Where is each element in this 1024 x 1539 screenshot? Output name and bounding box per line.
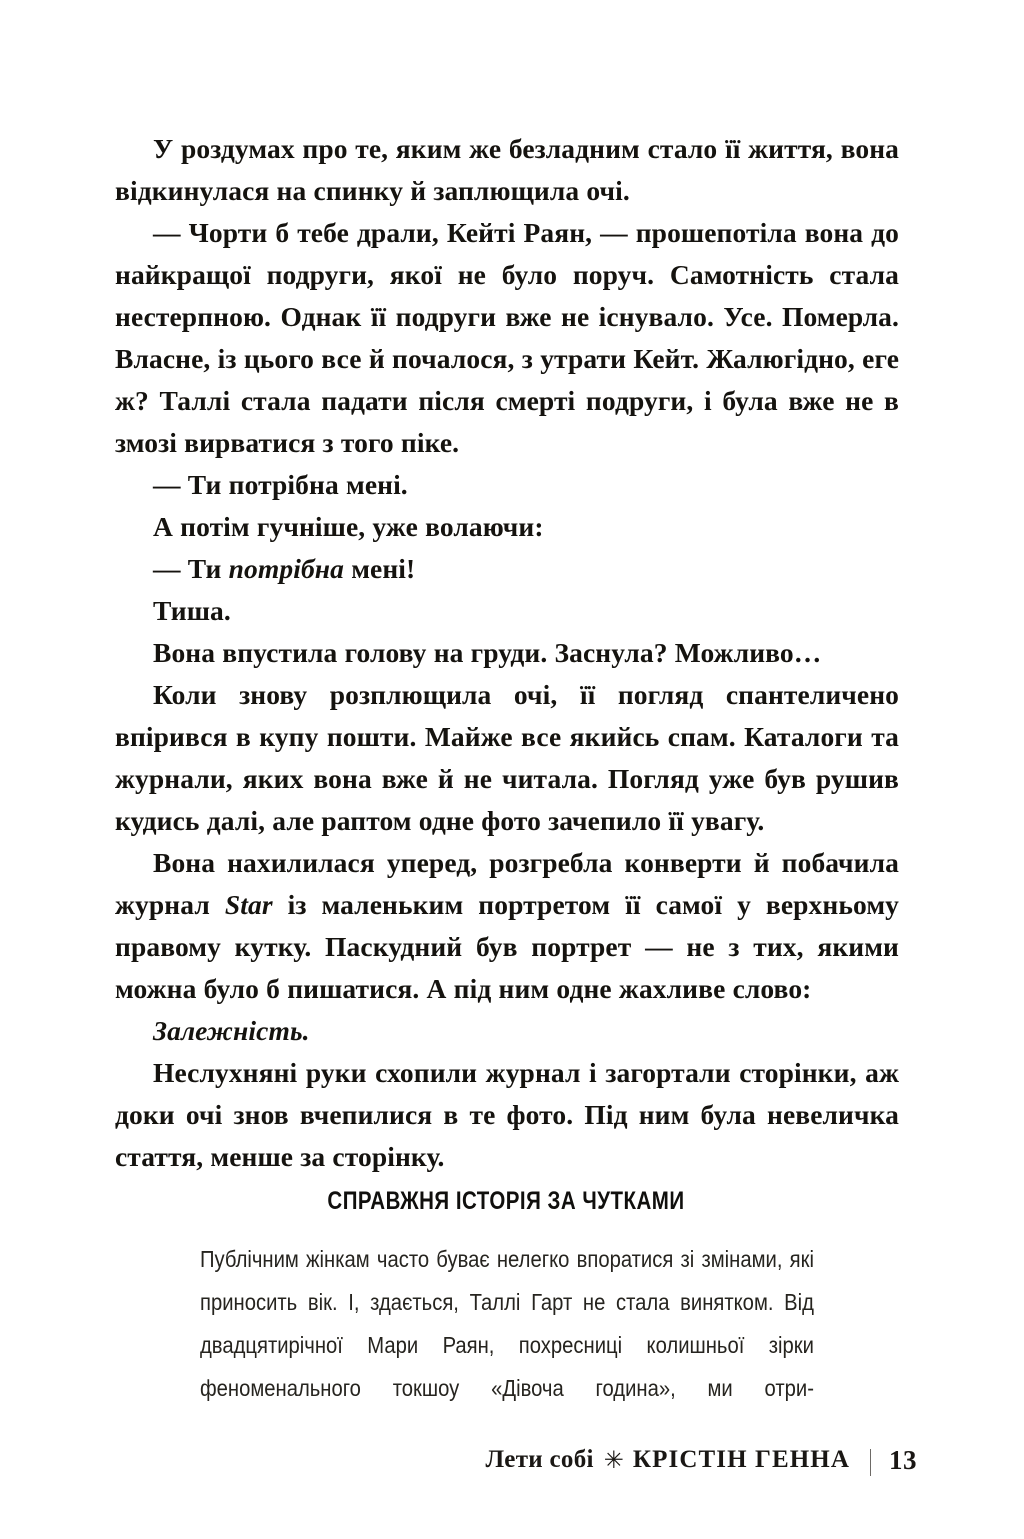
emphasised-word: потрібна — [228, 553, 345, 584]
running-footer — [0, 1437, 1024, 1483]
magazine-title: Star — [224, 889, 273, 920]
star-icon: ✳ — [603, 1448, 624, 1474]
paragraph: А потім гучніше, уже волаючи: — [153, 511, 544, 542]
paragraph: — Чорти б тебе драли, Кейті Раян, — прошепотіла вона до найкращої подруги, якої не було поруч. Самотність стала нестерпною. Однак її подруги вже не існувало. Усе. Померла. Власне, із цього все й почалося, з утрати Кейт. Жалюгідно, еге ж? Таллі стала падати після смерті подруги, і була вже не в змозі вирватися з того піке. — [115, 217, 899, 458]
paragraph-text-lead: — Ти — [153, 553, 229, 584]
paragraph: Вона впустила голову на груди. Заснула? Можливо… — [153, 637, 822, 668]
paragraph-text-tail: мені! — [344, 553, 416, 584]
paragraph-with-title — [115, 842, 899, 1010]
article-body-text: Публічним жінкам часто буває нелегко впоратися зі змінами, які приносить вік. І, здається, Таллі Гарт не стала винятком. Від двадцятирічної Мари Раян, похресниці колишньої зірки феноменального токшоу «Дівоча година», ми отри- — [200, 1246, 814, 1401]
paragraph-text-lead: Вона нахилилася уперед, розгребла конверти й побачила журнал — [115, 847, 899, 920]
headline-word: Залежність. — [153, 1015, 310, 1046]
paragraph-single-word — [115, 1010, 899, 1052]
paragraph: Коли знову розплющила очі, її погляд спантеличено впірився в купу пошти. Майже все якийсь спам. Каталоги та журнали, яких вона вже й не читала. Погляд уже був рушив кудись далі, але раптом одне фото зачепило її увагу. — [115, 679, 899, 836]
page-number: 13 — [889, 1444, 917, 1475]
paragraph: Тиша. — [153, 595, 231, 626]
paragraph: У роздумах про те, яким же безладним стало її життя, вона відкинулася на спинку й заплющила очі. — [115, 133, 899, 206]
paragraph-text-tail: із маленьким портретом її самої у верхньому правому кутку. Паскудний був портрет — не з тих, якими можна було б пишатися. А під ним одне жахливе слово: — [115, 889, 899, 1004]
footer-author-name: КРІСТІН ГЕННА — [632, 1446, 850, 1473]
paragraph: Неслухняні руки схопили журнал і загортали сторінки, аж доки очі знов вчепилися в те фото. Під ним була невеличка стаття, менше за сторінку. — [115, 1057, 899, 1172]
magazine-article-inset — [200, 1186, 812, 1410]
body-text-column — [115, 128, 899, 1178]
article-heading: СПРАВЖНЯ ІСТОРІЯ ЗА ЧУТКАМИ — [327, 1187, 685, 1215]
paragraph: — Ти потрібна мені. — [153, 469, 408, 500]
footer-divider — [870, 1449, 871, 1476]
paragraph-emphasised — [115, 548, 899, 590]
footer-book-title: Лети собі — [485, 1446, 594, 1473]
